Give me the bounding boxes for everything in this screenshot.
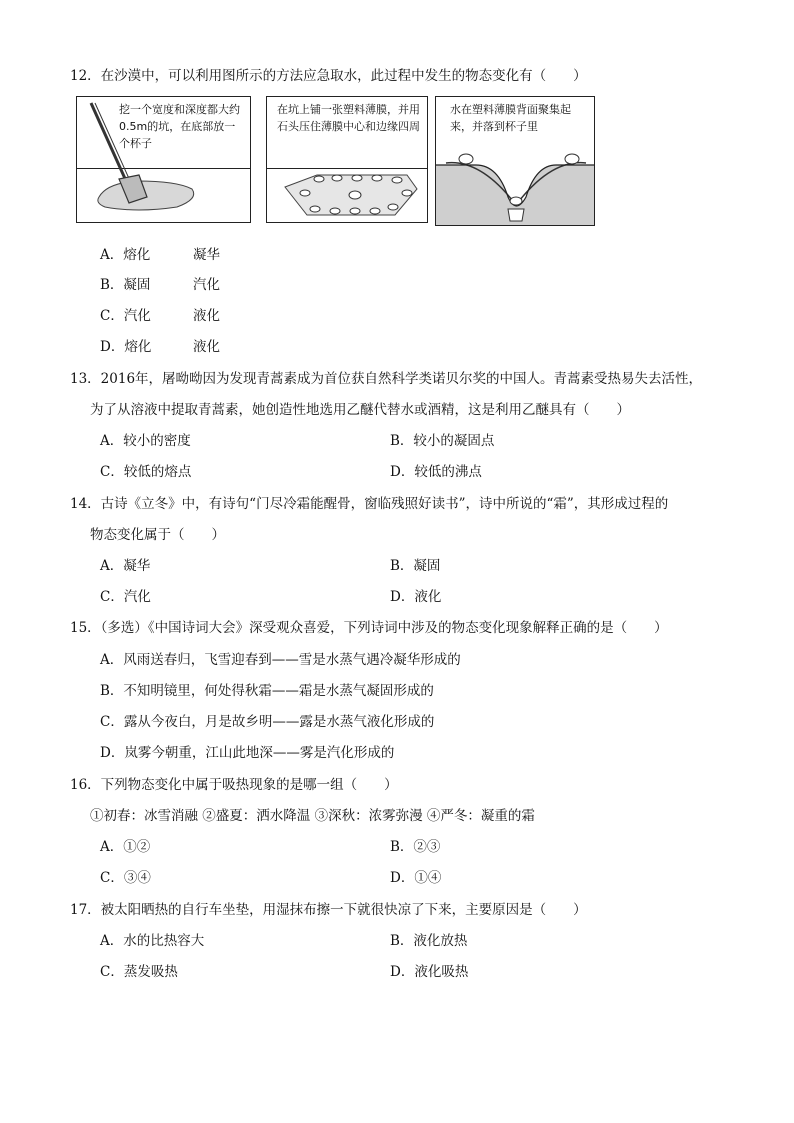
q13-stem-line2: 为了从溶液中提取青蒿素，她创造性地选用乙醚代替水或酒精，这是利用乙醚具有（ ） (90, 402, 630, 418)
option-letter: D． (100, 339, 125, 355)
q12-option-a[interactable] (100, 243, 150, 263)
q17-option-d[interactable]: D．液化吸热 (390, 964, 469, 980)
q17-stem: 17．被太阳晒热的自行车坐垫，用湿抹布擦一下就很快凉了下来，主要原因是（ ） (70, 902, 587, 918)
option-first: 熔化 (124, 339, 152, 355)
option-letter: C． (100, 308, 124, 324)
q13-option-b[interactable]: B．较小的凝固点 (390, 433, 495, 449)
q14-option-d[interactable]: D．液化 (390, 589, 442, 605)
figure-dig-pit-text: 挖一个宽度和深度都大约0.5m的坑，在底部放一个杯子 (119, 103, 240, 150)
figure-water-collect-text: 水在塑料薄膜背面聚集起来，并落到杯子里 (450, 103, 571, 133)
q15-option-c[interactable]: C．露从今夜白，月是故乡明——露是水蒸气液化形成的 (100, 714, 435, 730)
q16-items: ①初春：冰雪消融 ②盛夏：洒水降温 ③深秋：浓雾弥漫 ④严冬：凝重的霜 (90, 808, 535, 824)
q14-stem-line2: 物态变化属于（ ） (90, 527, 225, 543)
q14-option-a[interactable]: A．凝华 (100, 558, 151, 574)
q13-option-c[interactable]: C．较低的熔点 (100, 464, 192, 480)
q16-stem: 16．下列物态变化中属于吸热现象的是哪一组（ ） (70, 777, 398, 793)
q15-option-d[interactable]: D．岚雾今朝重，江山此地深——雾是汽化形成的 (100, 745, 395, 761)
figure-water-collect (435, 96, 595, 226)
q12-option-b-second: 汽化 (193, 277, 220, 293)
figure-cover-film (266, 96, 428, 223)
q14-option-b[interactable]: B．凝固 (390, 558, 441, 574)
q12-option-a-second: 凝华 (193, 247, 220, 263)
q13-option-d[interactable]: D．较低的沸点 (390, 464, 482, 480)
q16-option-c[interactable]: C．③④ (100, 870, 151, 886)
figure-dig-pit (76, 96, 251, 223)
q15-option-a[interactable]: A．风雨送春归，飞雪迎春到——雪是水蒸气遇冷凝华形成的 (100, 652, 461, 668)
q16-option-b[interactable]: B．②③ (390, 839, 441, 855)
q12-option-d-second: 液化 (193, 339, 220, 355)
q17-option-a[interactable]: A．水的比热容大 (100, 933, 205, 949)
shovel-illustration (77, 97, 251, 223)
q14-stem-line1: 14．古诗《立冬》中，有诗句“门尽冷霜能醒骨，窗临残照好读书”，诗中所说的“霜”，其形成过程的 (70, 496, 669, 512)
q12-option-c[interactable] (100, 304, 151, 324)
option-first: 凝固 (123, 277, 151, 293)
q12-option-c-second: 液化 (193, 308, 220, 324)
q15-stem: 15．（多选）《中国诗词大会》深受观众喜爱，下列诗词中涉及的物态变化现象解释正确的是（ ） (70, 620, 668, 636)
q12-stem: 12．在沙漠中，可以利用图所示的方法应急取水，此过程中发生的物态变化有（ ） (70, 68, 587, 84)
q14-option-c[interactable]: C．汽化 (100, 589, 151, 605)
q17-option-b[interactable]: B．液化放热 (390, 933, 468, 949)
q16-option-a[interactable]: A．①② (100, 839, 151, 855)
option-first: 熔化 (123, 247, 151, 263)
option-letter: A． (100, 247, 124, 263)
q12-option-b[interactable] (100, 273, 150, 293)
q15-option-b[interactable]: B．不知明镜里，何处得秋霜——霜是水蒸气凝固形成的 (100, 683, 434, 699)
q12-option-d[interactable] (100, 335, 151, 355)
figure-cover-film-text: 在坑上铺一张塑料薄膜，并用石头压住薄膜中心和边缘四周 (277, 103, 420, 133)
option-first: 汽化 (123, 308, 151, 324)
q17-option-c[interactable]: C．蒸发吸热 (100, 964, 178, 980)
option-letter: B． (100, 277, 124, 293)
cross-section-illustration (436, 97, 595, 226)
q16-option-d[interactable]: D．①④ (390, 870, 442, 886)
q13-option-a[interactable]: A．较小的密度 (100, 433, 191, 449)
q13-stem-line1: 13．2016年，屠呦呦因为发现青蒿素成为首位获自然科学类诺贝尔奖的中国人。青蒿素受热易失去活性， (70, 371, 703, 387)
film-with-stones-illustration (267, 97, 428, 223)
